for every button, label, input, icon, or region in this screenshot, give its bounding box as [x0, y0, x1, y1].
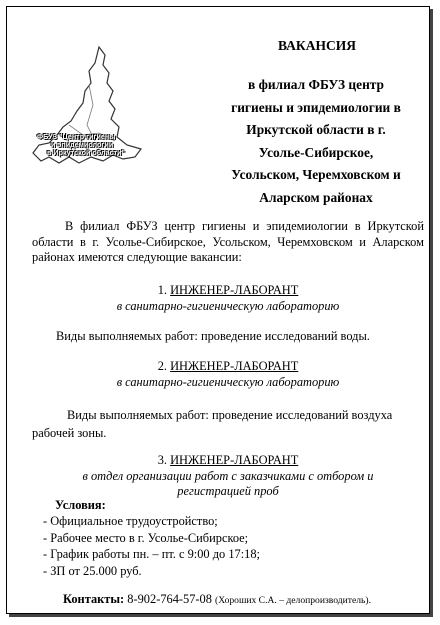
works-label: Виды выполняемых работ: [67, 408, 209, 422]
vacancy-title: ИНЖЕНЕР-ЛАБОРАНТ [170, 359, 299, 373]
vacancy-3-department: в отдел организации работ с заказчиками с отбором и [82, 469, 374, 483]
condition-item: - Официальное трудоустройство; [43, 514, 218, 529]
heading-line: Усолье-Сибирское, [258, 144, 374, 160]
heading-line: Усольском, Черемховском и [231, 167, 401, 183]
works-label: Виды выполняемых работ: [56, 329, 198, 343]
works-text: проведение исследований воздуха рабочей зоны. [32, 408, 393, 440]
condition-item: - ЗП от 25.000 руб. [43, 563, 142, 578]
vacancy-title: ИНЖЕНЕР-ЛАБОРАНТ [170, 283, 299, 297]
logo-line-2: и эпидемиологии [51, 140, 114, 150]
condition-item: - Рабочее место в г. Усолье-Сибирское; [43, 530, 249, 545]
intro-paragraph [32, 219, 424, 266]
works-text: проведение исследований воды. [200, 329, 370, 343]
conditions-label: Условия: [55, 498, 106, 512]
region-map-icon [29, 45, 147, 180]
vacancy-1-title [32, 283, 424, 299]
logo-line-3: в Иркутской области" [47, 148, 125, 158]
conditions-block [43, 497, 423, 579]
page-title: ВАКАНСИЯ [278, 38, 356, 53]
vacancy-2-works [32, 407, 424, 442]
heading-line: в филиал ФБУЗ центр [248, 77, 384, 92]
vacancy-number: 3. [157, 453, 167, 467]
contact-phone[interactable]: 8-902-764-57-08 [127, 592, 212, 606]
logo-irkutsk-region-map [29, 45, 147, 180]
condition-item: - График работы пн. – пт. с 9:00 до 17:18; [43, 547, 260, 562]
poster-heading [193, 74, 439, 210]
vacancy-number: 2. [157, 359, 167, 373]
vacancy-3-title [32, 453, 424, 469]
vacancy-2-department: в санитарно-гигиеническую лабораторию [116, 375, 340, 389]
heading-line: Иркутской области в г. [246, 122, 386, 138]
vacancy-number: 1. [157, 283, 167, 297]
vacancy-3-department: регистрацией проб [177, 484, 279, 498]
vacancy-1-works [32, 327, 424, 345]
contacts-line [63, 592, 433, 607]
heading-line: гигиены и эпидемиологии в [231, 99, 401, 115]
vacancy-1-department: в санитарно-гигиеническую лабораторию [116, 299, 340, 313]
intro-text: В филиал ФБУЗ центр гигиены и эпидемиологии в Иркутской области в г. Усолье-Сибирское, Усольском, Черемховском и Аларском районах имеются следующие вакансии: [32, 219, 424, 264]
vacancy-poster [6, 6, 430, 614]
heading-line: Аларском районах [259, 189, 373, 205]
logo-caption [37, 133, 149, 158]
contact-note: (Хороших С.А. – делопроизводитель). [215, 595, 371, 606]
logo-line-1: ФБУЗ "Центр гигиены [37, 132, 116, 141]
vacancy-2-title [32, 359, 424, 375]
vacancy-title: ИНЖЕНЕР-ЛАБОРАНТ [170, 453, 299, 467]
contacts-label: Контакты: [63, 592, 125, 606]
